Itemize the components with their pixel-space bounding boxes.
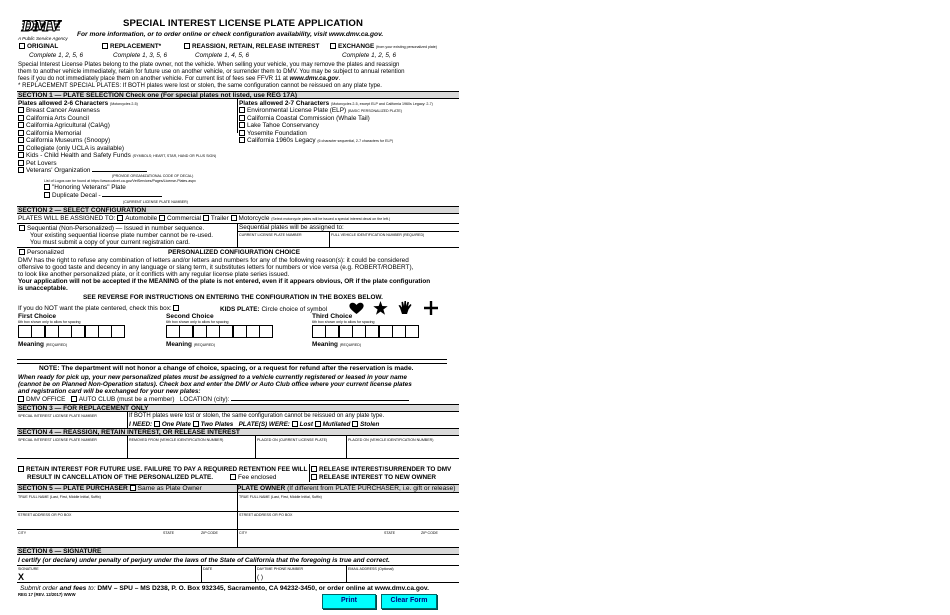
checkbox[interactable] bbox=[239, 115, 245, 121]
plate-option[interactable]: Veterans' Organization bbox=[18, 167, 147, 175]
honoring-option[interactable]: "Honoring Veterans" Plate bbox=[44, 184, 126, 192]
form-title: SPECIAL INTEREST LICENSE PLATE APPLICATION bbox=[123, 18, 363, 29]
second-choice-label: Second Choice bbox=[166, 313, 214, 320]
checkbox[interactable] bbox=[239, 130, 245, 136]
plate-option[interactable]: California Museums (Snoopy) bbox=[18, 137, 110, 145]
section5-header: SECTION 5 — PLATE PURCHASER Same as Plate Owner PLATE OWNER (If different from PLATE PURCHASER, i.e. gift or release) bbox=[17, 484, 459, 493]
checkbox[interactable] bbox=[18, 152, 24, 158]
dmv-logo bbox=[20, 17, 62, 35]
divider bbox=[17, 511, 459, 512]
plate-option[interactable]: California Coastal Commission (Whale Tail) bbox=[239, 115, 370, 123]
retain-note: RESULT IN CANCELLATION OF THE PERSONALIZED PLATE. bbox=[27, 474, 214, 481]
checkbox[interactable] bbox=[18, 396, 24, 402]
checkbox[interactable] bbox=[230, 474, 236, 480]
ready-text: When ready for pick up, your new personalized plates must be assigned to a vehicle currently registered or leased in your name bbox=[18, 374, 407, 381]
plus-icon[interactable] bbox=[424, 301, 438, 318]
checkbox[interactable] bbox=[184, 43, 190, 49]
type-original[interactable]: ORIGINAL bbox=[19, 43, 58, 51]
section4-header: SECTION 4 — REASSIGN, RETAIN INTEREST, OR RELEASE INTEREST bbox=[17, 428, 459, 436]
divider bbox=[346, 565, 347, 582]
owner-zip-field[interactable]: ZIP CODE bbox=[421, 531, 438, 535]
checkbox[interactable] bbox=[18, 107, 24, 113]
clear-form-button[interactable]: Clear Form bbox=[381, 594, 437, 609]
intro-line: them to another vehicle immediately, retain for future use on another vehicle, or surrender them to DMV. You may be subject to annual retention bbox=[18, 68, 405, 75]
seq-assigned-label: Sequential plates will be assigned to: bbox=[239, 224, 344, 231]
checkbox[interactable] bbox=[71, 396, 77, 402]
vehicle-type-row: PLATES WILL BE ASSIGNED TO: Automobile Commercial Trailer Motorcycle (Select motorcycle plates will be issued a special interest decal on the left.) bbox=[18, 215, 391, 222]
owner-street-field[interactable]: STREET ADDRESS OR PO BOX bbox=[239, 513, 293, 517]
checkbox[interactable] bbox=[44, 192, 50, 198]
third-choice-boxes[interactable] bbox=[312, 325, 419, 338]
checkbox[interactable] bbox=[130, 485, 136, 491]
checkbox[interactable] bbox=[19, 225, 25, 231]
checkbox[interactable] bbox=[18, 115, 24, 121]
submit-address: Submit order and fees to: DMV – SPU – MS D238, P. O. Box 932345, Sacramento, CA 94232-3450, or order online at www.dmv.ca.gov. bbox=[20, 585, 429, 592]
checkbox[interactable] bbox=[18, 145, 24, 151]
owner-name-field[interactable]: TRUE FULL NAME (Last, First, Middle Initial, Suffix) bbox=[239, 495, 322, 499]
divider bbox=[255, 565, 256, 582]
meaning-2[interactable]: Meaning (REQUIRED) bbox=[166, 341, 216, 348]
pickup-office-row: DMV OFFICE AUTO CLUB (must be a member) LOCATION (city): bbox=[18, 396, 409, 404]
personalized-head: PERSONALIZED CONFIGURATION CHOICE bbox=[168, 249, 300, 256]
phone-parens: ( ) bbox=[257, 574, 264, 581]
type-exchange[interactable]: EXCHANGE (from your existing personalized plate) bbox=[330, 43, 437, 51]
checkbox[interactable] bbox=[352, 421, 358, 427]
divider bbox=[255, 436, 256, 458]
checkbox[interactable] bbox=[330, 43, 336, 49]
plate-option[interactable]: California Arts Council bbox=[18, 115, 89, 123]
divider bbox=[17, 458, 459, 459]
release-dmv-option[interactable]: RELEASE INTEREST/SURRENDER TO DMV bbox=[311, 466, 451, 474]
checkbox[interactable] bbox=[19, 249, 25, 255]
refuse-text: to look like another personalized plate, or it conflicts with any regular license plate series issued. bbox=[18, 271, 290, 278]
checkbox[interactable] bbox=[154, 421, 160, 427]
plate-option[interactable]: Lake Tahoe Conservancy bbox=[239, 122, 319, 130]
checkbox[interactable] bbox=[315, 421, 321, 427]
current-plate-field[interactable]: CURRENT LICENSE PLATE NUMBER bbox=[239, 233, 302, 237]
retain-option[interactable]: RETAIN INTEREST FOR FUTURE USE. FAILURE TO PAY A REQUIRED RETENTION FEE WILL bbox=[18, 466, 307, 474]
purchaser-name-field[interactable]: TRUE FULL NAME (Last, First, Middle Initial, Suffix) bbox=[18, 495, 101, 499]
intro-line: Special Interest License Plates belong to the plate owner, not the vehicle. When selling your vehicle, you may remove the plates and reassign bbox=[18, 61, 400, 68]
kids-plate-label: KIDS PLATE: Circle choice of symbol bbox=[220, 306, 328, 313]
current-plate-label: (CURRENT LICENSE PLATE NUMBER) bbox=[123, 200, 188, 204]
section2-header: SECTION 2 — SELECT CONFIGURATION bbox=[17, 206, 459, 214]
divider bbox=[17, 363, 447, 364]
vin-field[interactable]: FULL VEHICLE IDENTIFICATION NUMBER (REQUIRED) bbox=[331, 233, 425, 237]
purchaser-zip-field[interactable]: ZIP CODE bbox=[201, 531, 218, 535]
logos-note: List of Logos can be found at https://www.calvet.ca.gov/VetServices/Pages/License-Plates.aspx bbox=[44, 179, 196, 183]
checkbox[interactable] bbox=[18, 122, 24, 128]
type-replacement-sub: Complete 1, 3, 5, 6 bbox=[113, 52, 167, 59]
seq-note: Your existing sequential license plate number cannot be re-used. bbox=[30, 232, 214, 239]
checkbox[interactable] bbox=[193, 421, 199, 427]
plate-option[interactable]: Yosemite Foundation bbox=[239, 130, 307, 138]
seq-note: You must submit a copy of your current registration card. bbox=[30, 239, 190, 246]
plate-option[interactable]: Breast Cancer Awareness bbox=[18, 107, 100, 115]
checkbox[interactable] bbox=[231, 215, 237, 221]
phone-field[interactable]: DAYTIME PHONE NUMBER bbox=[257, 567, 304, 571]
divider bbox=[329, 231, 330, 247]
spacing-note: 6th box shown only to allow for spacing bbox=[312, 320, 375, 324]
print-button[interactable]: Print bbox=[322, 594, 376, 609]
application-form bbox=[17, 14, 459, 610]
refuse-text: DMV has the right to refuse any combination of letters and/or letters and numbers for any of the following reason(s): it could be considered bbox=[18, 257, 409, 264]
hand-icon[interactable] bbox=[398, 301, 413, 318]
checkbox[interactable] bbox=[239, 107, 245, 113]
checkbox[interactable] bbox=[18, 160, 24, 166]
meaning-1[interactable]: Meaning (REQUIRED) bbox=[18, 341, 68, 348]
sequential-option[interactable]: Sequential (Non-Personalized) — Issued in number sequence. bbox=[19, 225, 204, 233]
ready-text: (cannot be on Planned Non-Operation status). Check box and enter the DMV or Auto Club office where your current license plates bbox=[18, 381, 412, 388]
checkbox[interactable] bbox=[44, 184, 50, 190]
section1-header: SECTION 1 — PLATE SELECTION Check one (For special plates not listed, use REG 17A) bbox=[17, 91, 459, 99]
checkbox[interactable] bbox=[311, 474, 317, 480]
checkbox[interactable] bbox=[311, 466, 317, 472]
meaning-3[interactable]: Meaning (REQUIRED) bbox=[312, 341, 362, 348]
type-original-sub: Complete 1, 2, 5, 6 bbox=[29, 52, 83, 59]
replacement-plate-field[interactable]: SPECIAL INTEREST LICENSE PLATE NUMBER bbox=[18, 414, 97, 418]
placed-on-vin-field[interactable]: PLACED ON (VEHICLE IDENTIFICATION NUMBER) bbox=[348, 438, 434, 442]
plate-option[interactable]: California 1960s Legacy (6 character sequential, 2-7 characters for ELP) bbox=[239, 137, 393, 145]
personalized-option[interactable]: Personalized bbox=[19, 249, 64, 257]
form-subtitle: For more information, or to order online or check configuration availability, visit www.dmv.ca.gov. bbox=[77, 31, 384, 38]
first-choice-boxes[interactable] bbox=[18, 325, 125, 338]
reassign-plate-field[interactable]: SPECIAL INTEREST LICENSE PLATE NUMBER bbox=[18, 438, 97, 442]
checkbox[interactable] bbox=[18, 167, 24, 173]
intro-line: * REPLACEMENT SPECIAL PLATES: If BOTH plates were lost or stolen, the same configuration cannot be reissued on any plate type. bbox=[18, 82, 382, 89]
plate-option[interactable]: Environmental License Plate (ELP) (BASIC PERSONALIZED PLATE) bbox=[239, 107, 402, 115]
checkbox[interactable] bbox=[117, 215, 123, 221]
first-choice-label: First Choice bbox=[18, 313, 57, 320]
plate-option[interactable]: Kids - Child Health and Safety Funds (SYMBOLS; HEART, STAR, HAND OR PLUS SIGN) bbox=[18, 152, 216, 160]
section3-header: SECTION 3 — FOR REPLACEMENT ONLY bbox=[17, 404, 459, 412]
removed-from-field[interactable]: REMOVED FROM (VEHICLE IDENTIFICATION NUMBER) bbox=[129, 438, 224, 442]
email-field[interactable]: EMAIL ADDRESS (Optional) bbox=[348, 567, 394, 571]
divider bbox=[17, 223, 459, 224]
divider bbox=[17, 529, 459, 530]
divider bbox=[17, 359, 447, 360]
divider bbox=[237, 231, 459, 232]
form-id: REG 17 (REV. 12/2017) WWW bbox=[18, 592, 76, 597]
purchaser-street-field[interactable]: STREET ADDRESS OR PO BOX bbox=[18, 513, 72, 517]
ready-text: and registration card will be exchanged for your new plates: bbox=[18, 388, 201, 395]
divider bbox=[127, 436, 128, 458]
checkbox[interactable] bbox=[239, 137, 245, 143]
owner-state-field[interactable]: STATE bbox=[384, 531, 396, 535]
owner-city-field[interactable]: CITY bbox=[239, 531, 248, 535]
checkbox[interactable] bbox=[18, 466, 24, 472]
plate-option[interactable]: Pet Lovers bbox=[18, 160, 57, 168]
svg-text:DMV: DMV bbox=[21, 19, 61, 35]
replacement-options: I NEED: One Plate Two Plates PLATE(S) WERE: Lost Mutilated Stolen bbox=[129, 421, 380, 428]
divider bbox=[127, 412, 128, 428]
divider bbox=[309, 464, 310, 482]
see-reverse: SEE REVERSE FOR INSTRUCTIONS ON ENTERING THE CONFIGURATION IN THE BOXES BELOW. bbox=[83, 294, 383, 301]
duplicate-decal-option[interactable]: Duplicate Decal - bbox=[44, 192, 162, 200]
certify-text: I certify (or declare) under penalty of perjury under the laws of the State of California that the foregoing is true and correct. bbox=[18, 557, 390, 564]
refuse-text: Your application will not be accepted if the MEANING of the plate is not entered, even if it appears obvious, OR if the plate configuration bbox=[18, 278, 431, 285]
divider bbox=[201, 565, 202, 582]
placed-on-plate-field[interactable]: PLACED ON (CURRENT LICENSE PLATE) bbox=[257, 438, 328, 442]
refuse-text: offensive to good taste and decency in any language or slang term, it substitutes letters for numbers or vice versa (e.g. ROBERT/ROBERT), bbox=[18, 264, 414, 271]
type-reassign-sub: Complete 1, 4, 5, 6 bbox=[195, 52, 249, 59]
center-checkbox-row: If you do NOT want the plate centered, check this box: bbox=[18, 305, 181, 313]
plate-option[interactable]: California Memorial bbox=[18, 130, 81, 138]
divider bbox=[17, 582, 459, 583]
agency-tagline: A Public Service Agency bbox=[18, 36, 68, 41]
no-change-note: NOTE: The department will not honor a change of choice, spacing, or a request for refund after the reservation is made. bbox=[39, 365, 414, 372]
checkbox[interactable] bbox=[19, 43, 25, 49]
checkbox[interactable] bbox=[159, 215, 165, 221]
divider bbox=[237, 223, 238, 247]
checkbox[interactable] bbox=[203, 215, 209, 221]
both-plates-note: If BOTH plates were lost or stolen, the same configuration cannot be reissued on any plate type. bbox=[129, 413, 385, 419]
signature-field[interactable]: SIGNATURE bbox=[18, 567, 39, 571]
intro-line: fees if you do not immediately place them on another vehicle. For current list of fees see FFVR 11 at www.dmv.ca.gov. bbox=[18, 75, 341, 82]
purchaser-city-field[interactable]: CITY bbox=[18, 531, 27, 535]
divider bbox=[17, 565, 459, 566]
purchaser-state-field[interactable]: STATE bbox=[163, 531, 175, 535]
type-replacement[interactable]: REPLACEMENT* bbox=[102, 43, 161, 51]
divider bbox=[17, 247, 459, 248]
plate-option[interactable]: Collegiate (only UCLA is available) bbox=[18, 145, 124, 153]
type-reassign[interactable]: REASSIGN, RETAIN, RELEASE INTEREST bbox=[184, 43, 319, 51]
plate-option[interactable]: California Agricultural (CalAg) bbox=[18, 122, 110, 130]
spacing-note: 6th box shown only to allow for spacing bbox=[166, 320, 229, 324]
org-code-label: (PROVIDE ORGANIZATIONAL CODE OF DECAL) bbox=[112, 174, 194, 178]
checkbox[interactable] bbox=[18, 137, 24, 143]
divider bbox=[346, 436, 347, 458]
divider bbox=[237, 484, 238, 554]
left-plates-head: Plates allowed 2-6 Characters (Motorcycles 2-5) bbox=[18, 100, 138, 107]
star-icon[interactable] bbox=[373, 301, 388, 318]
checkbox[interactable] bbox=[18, 130, 24, 136]
second-choice-boxes[interactable] bbox=[166, 325, 273, 338]
section6-header: SECTION 6 — SIGNATURE bbox=[17, 547, 459, 555]
right-plates-head: Plates allowed 2-7 Characters (Motorcycles 2-5, except ELP and California 1960s Legacy: 2-7) bbox=[239, 100, 433, 107]
checkbox[interactable] bbox=[102, 43, 108, 49]
type-exchange-sub: Complete 1, 2, 5, 6 bbox=[342, 52, 396, 59]
checkbox[interactable] bbox=[239, 122, 245, 128]
release-owner-option[interactable]: RELEASE INTEREST TO NEW OWNER bbox=[311, 474, 436, 482]
checkbox[interactable] bbox=[292, 421, 298, 427]
fee-enclosed-option[interactable]: Fee enclosed bbox=[230, 474, 276, 482]
date-field[interactable]: DATE bbox=[203, 567, 213, 571]
signature-x: X bbox=[18, 572, 25, 582]
spacing-note: 6th box shown only to allow for spacing bbox=[18, 320, 81, 324]
checkbox[interactable] bbox=[173, 305, 179, 311]
third-choice-label: Third Choice bbox=[312, 313, 353, 320]
refuse-text: is unacceptable. bbox=[18, 285, 68, 292]
divider bbox=[237, 99, 238, 133]
